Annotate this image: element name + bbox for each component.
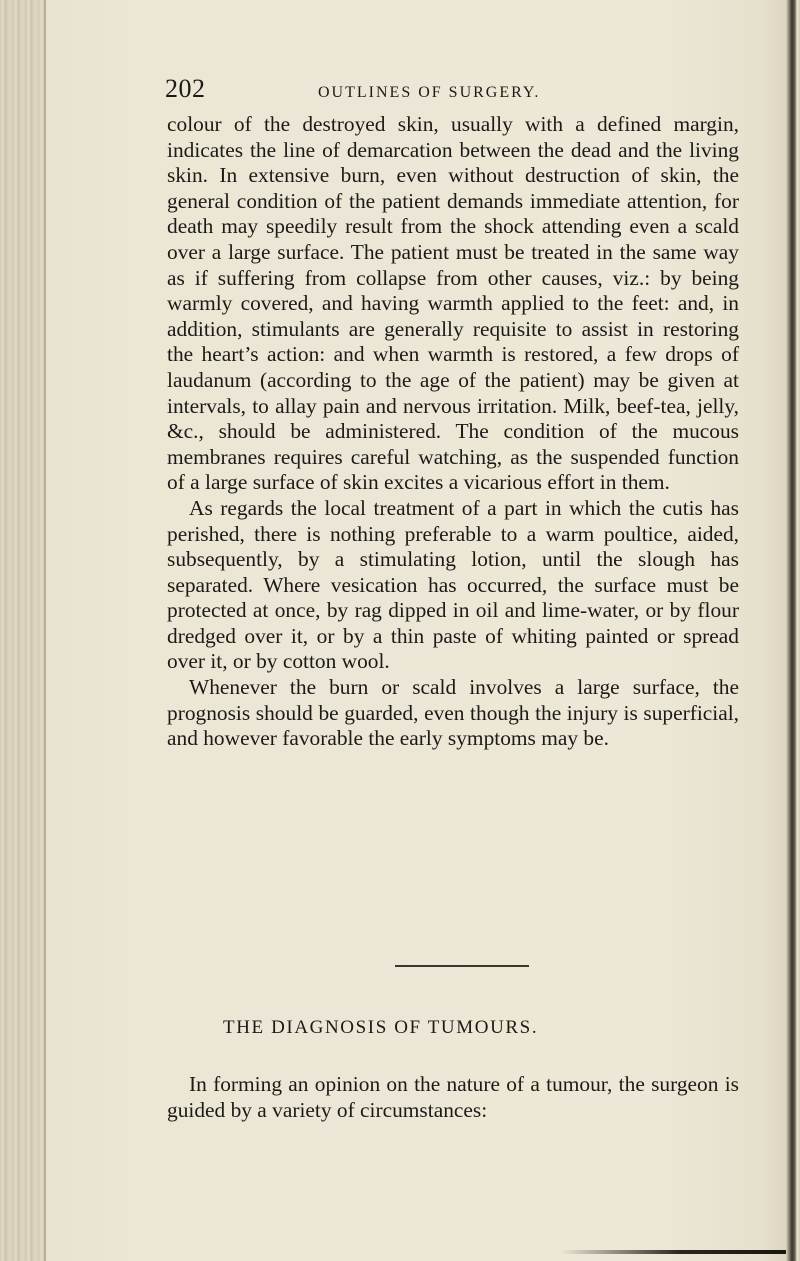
paragraph: colour of the destroyed skin, usually with a defined margin, indicates the line of demarcation between the dead and the living skin. In extensive burn, even without destruction of skin, the general condition of the patient demands immediate attention, for death may speedily result from the shock attending even a scald over a large surface. The patient must be treated in the same way as if suffering from collapse from other causes, viz.: by being warmly covered, and having warmth applied to the feet: and, in addition, stimulants are generally requisite to assist in restoring the heart’s action: and when warmth is restored, a few drops of laudanum (according to the age of the patient) may be given at intervals, to allay pain and nervous irritation. Milk, beef-tea, jelly, &c., should be administered. The condition of the mucous membranes requires careful watching, as the suspended function of a large surface of skin excites a vicarious effort in them.	[167, 112, 739, 495]
gutter-edge	[44, 0, 46, 1261]
paragraph: As regards the local treatment of a part in which the cutis has perished, there is nothing preferable to a warm poultice, aided, subsequently, by a stimulating lotion, until the slough has separated. Where vesication has occurred, the surface must be protected at once, by rag dipped in oil and lime-water, or by flour dredged over it, or by a thin paste of whiting painted or spread over it, or by cotton wool.	[167, 495, 739, 674]
body-text	[167, 112, 739, 752]
page-number: 202	[165, 74, 206, 103]
binding-gutter	[0, 0, 44, 1261]
page-shadow	[560, 1250, 786, 1254]
section-divider	[395, 965, 529, 967]
paragraph: In forming an opinion on the nature of a tumour, the surgeon is guided by a variety of circumstances:	[167, 1072, 739, 1122]
section-heading: THE DIAGNOSIS OF TUMOURS.	[223, 1017, 539, 1038]
section-text	[167, 1072, 739, 1123]
paragraph: Whenever the burn or scald involves a large surface, the prognosis should be guarded, even though the injury is superficial, and however favorable the early symptoms may be.	[167, 675, 739, 751]
running-head: OUTLINES OF SURGERY.	[318, 84, 541, 101]
page-edge	[786, 0, 800, 1261]
